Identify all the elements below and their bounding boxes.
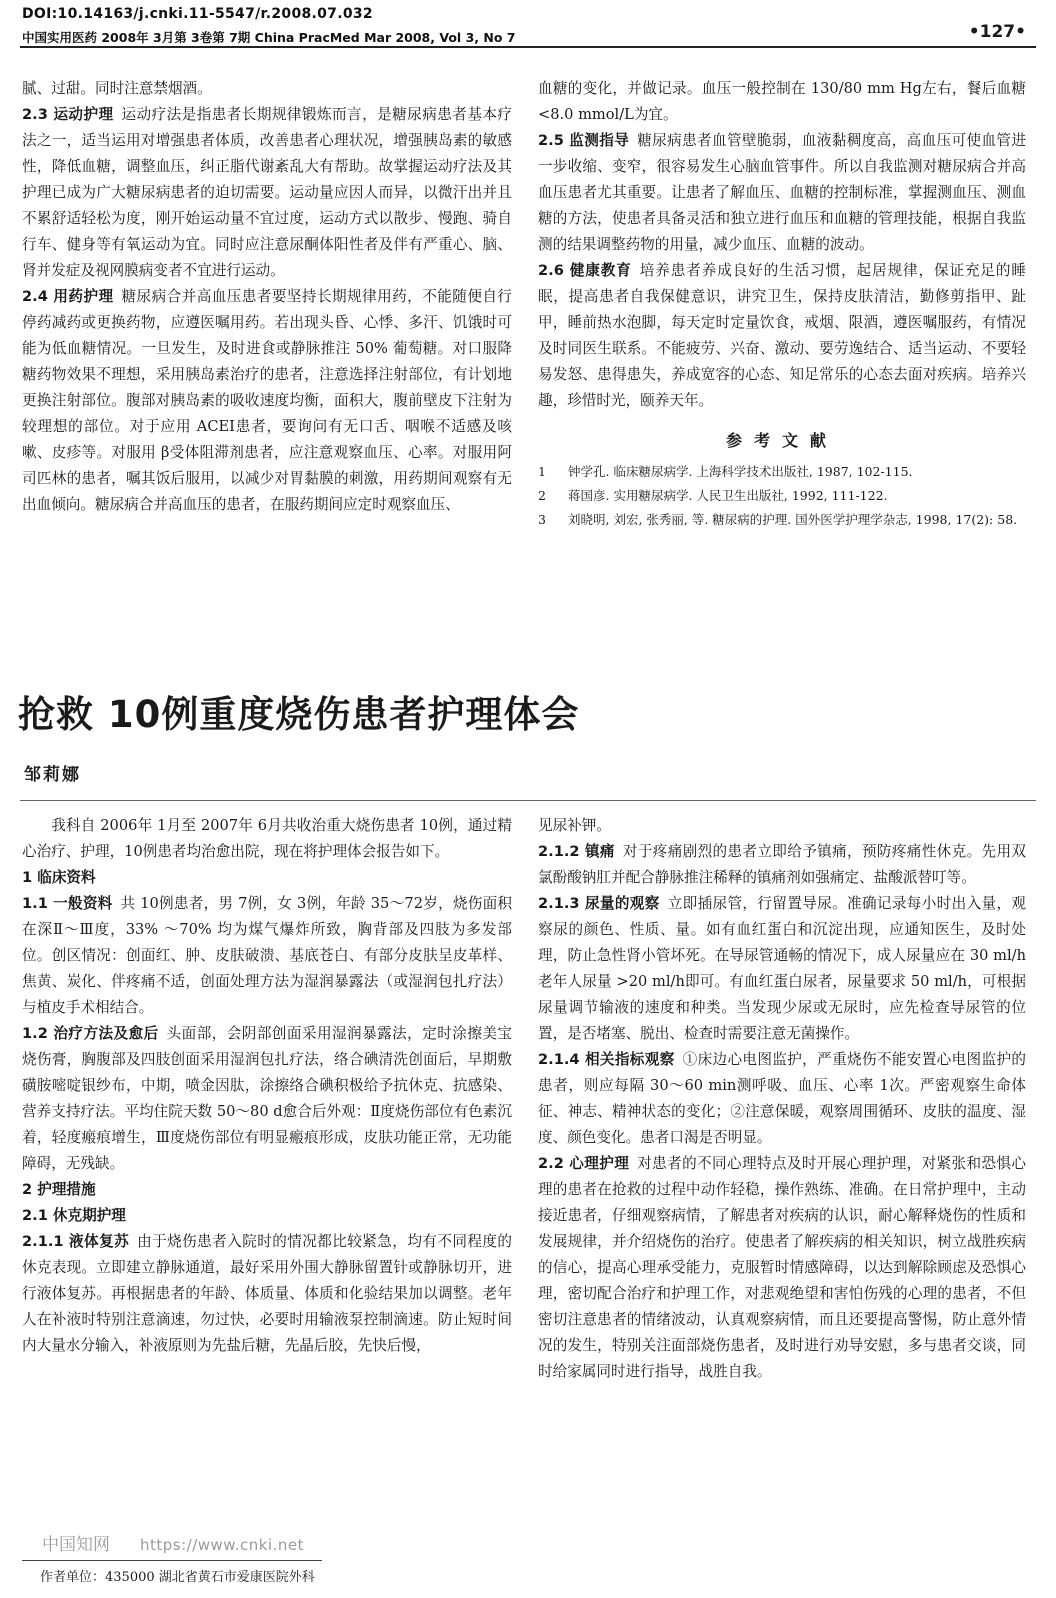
- body-paragraph: [538, 1151, 1026, 1385]
- body-paragraph: [538, 891, 1026, 1047]
- paragraph-text: 运动疗法是指患者长期规律锻炼而言，是糖尿病患者基本疗法之一，适当运用对增强患者体质，改善患者心理状况，增强胰岛素的敏感性，降低血糖，调整血压，纠正脂代谢紊乱大有帮助。故掌握运动疗法及其护理已成为广大糖尿病患者的迫切需要。运动量应因人而异，以微汗出并且不累舒适轻松为度，刚开始运动量不宜过度，运动方式以散步、慢跑、骑自行车、健身等有氧运动为宜。同时应注意尿酮体阳性者及伴有严重心、脑、肾并发症及视网膜病变者不宜进行运动。: [22, 106, 512, 279]
- body-paragraph: [538, 258, 1026, 414]
- section-heading: 1 临床资料: [22, 869, 96, 886]
- body-paragraph: [22, 1021, 512, 1177]
- section-heading: 2.1 休克期护理: [22, 1207, 126, 1224]
- body-paragraph: [22, 284, 512, 518]
- paragraph-lead: 2.1.3 尿量的观察: [538, 895, 660, 912]
- body-paragraph: [22, 813, 512, 865]
- reference-number: 1: [538, 464, 546, 479]
- header-rule: [20, 46, 1036, 48]
- paragraph-lead: 2.3 运动护理: [22, 106, 114, 123]
- paragraph-lead: 2.6 健康教育: [538, 262, 632, 279]
- paragraph-lead: 2.1.1 液体复苏: [22, 1233, 130, 1250]
- paragraph-text: 我科自 2006年 1月至 2007年 6月共收治重大烧伤患者 10例，通过精心治疗、护理，10例患者均治愈出院，现在将护理体会报告如下。: [22, 817, 512, 860]
- article-author: 邹莉娜: [24, 765, 81, 785]
- references-title: 参考文献: [725, 431, 838, 450]
- reference-text: 钟学孔. 临床糖尿病学. 上海科学技术出版社, 1987, 102-115.: [568, 464, 913, 479]
- body-paragraph: [538, 813, 1026, 839]
- paragraph-text: 见尿补钾。: [538, 817, 611, 834]
- paragraph-lead: 2.4 用药护理: [22, 288, 114, 305]
- author-affiliation-footnote: 作者单位：435000 湖北省黄石市爱康医院外科: [40, 1570, 315, 1585]
- reference-text: 刘晓明, 刘宏, 张秀丽, 等. 糖尿病的护理. 国外医学护理学杂志, 1998, 17(2): 58.: [568, 512, 1018, 527]
- paragraph-lead: 2.1.2 镇痛: [538, 843, 615, 860]
- paragraph-lead: 2.5 监测指导: [538, 132, 630, 149]
- paragraph-lead: 1.2 治疗方法及愈后: [22, 1025, 159, 1042]
- paragraph-text: 由于烧伤患者入院时的情况都比较紧急，均有不同程度的休克表现。立即建立静脉通道，最好采用外围大静脉留置针或静脉切开，进行液体复苏。再根据患者的年龄、体质量、体质和化验结果加以调整。老年人在补液时特别注意滴速，勿过快，必要时用输液泵控制滴速。防止短时间内大量水分输入，补液原则为先盐后糖，先晶后胶，先快后慢，: [22, 1233, 512, 1354]
- paragraph-text: 培养患者养成良好的生活习惯，起居规律，保证充足的睡眠，提高患者自我保健意识，讲究卫生，保持皮肤清洁，勤修剪指甲、趾甲，睡前热水泡脚，每天定时定量饮食，戒烟、限酒，遵医嘱服药，有情况及时同医生联系。不能疲劳、兴奋、激动、要劳逸结合、适当运动、不要轻易发怒、患得患失，养成宽容的心态、知足常乐的心态去面对疾病。培养兴趣，珍惜时光，颐养天年。: [538, 262, 1026, 409]
- footnote-rule: [22, 1560, 322, 1561]
- article1-right-paragraphs: [538, 76, 1026, 414]
- paragraph-text: 对患者的不同心理特点及时开展心理护理，对紧张和恐惧心理的患者在抢救的过程中动作轻稳，操作熟练、准确。在日常护理中，主动接近患者，仔细观察病情，了解患者对疾病的认识，耐心解释烧伤的性质和发展规律，并介绍烧伤的治疗。使患者了解疾病的相关知识，树立战胜疾病的信心，提高心理承受能力，克服暂时情感障碍，以达到解除顾虑及恐惧心理，密切配合治疗和护理工作，对悲观绝望和害怕伤残的心理的患者，不但密切注意患者的情绪波动，认真观察病情，而且还要提高警惕，防止意外情况的发生，特别关注面部烧伤患者，及时进行劝导安慰，多与患者交谈，同时给家属同时进行指导，战胜自我。: [538, 1155, 1026, 1380]
- paragraph-text: 头面部，会阴部创面采用湿润暴露法，定时涂擦美宝烧伤膏，胸腹部及四肢创面采用湿润包扎疗法，络合碘清洗创面后，早期敷磺胺嘧啶银纱布，中期，喷金因肽，涂擦络合碘积极给予抗休克、抗感染、营养支持疗法。平均住院天数 50～80 d愈合后外观：Ⅱ度烧伤部位有色素沉着，轻度瘢痕增生，Ⅲ度烧伤部位有明显瘢痕形成，皮肤功能正常，无功能障碍，无残缺。: [22, 1025, 512, 1172]
- reference-item: [538, 508, 1026, 532]
- journal-citation: 中国实用医药 2008年 3月第 3卷第 7期 China PracMed Mar 2008, Vol 3, No 7: [22, 30, 516, 45]
- paragraph-text: 对于疼痛剧烈的患者立即给予镇痛，预防疼痛性休克。先用双氯酚酸钠肛并配合静脉推注稀释的镇痛剂如强痛定、盐酸派替叮等。: [538, 843, 1026, 886]
- body-paragraph: [22, 1229, 512, 1359]
- cnki-watermark: [42, 1530, 304, 1555]
- title-rule: [20, 800, 1036, 801]
- watermark-url: https://www.cnki.net: [140, 1536, 304, 1554]
- body-paragraph: [538, 128, 1026, 258]
- body-paragraph: [538, 1047, 1026, 1151]
- body-paragraph: [22, 891, 512, 1021]
- section-heading: 2 护理措施: [22, 1181, 96, 1198]
- paragraph-lead: 1.1 一般资料: [22, 895, 113, 912]
- article1-right-column: [538, 76, 1026, 532]
- body-paragraph: [22, 102, 512, 284]
- body-paragraph: [538, 76, 1026, 128]
- body-paragraph: [538, 839, 1026, 891]
- paragraph-text: 血糖的变化，并做记录。血压一般控制在 130/80 mm Hg左右，餐后血糖 <8.0 mmol/L为宜。: [538, 80, 1026, 123]
- page-number: •127•: [968, 22, 1026, 42]
- paragraph-text: 腻、过甜。同时注意禁烟酒。: [22, 80, 212, 97]
- paragraph-text: ①床边心电图监护，严重烧伤不能安置心电图监护的患者，则应每隔 30～60 min测呼吸、血压、心率 1次。严密观察生命体征、神志、精神状态的变化；②注意保暖，观察周围循环、皮肤的温度、湿度、颜色变化。患者口渴是否明显。: [538, 1051, 1026, 1146]
- reference-number: 2: [538, 488, 546, 503]
- paragraph-text: 糖尿病患者血管壁脆弱，血液黏稠度高，高血压可使血管进一步收缩、变窄，很容易发生心脑血管事件。所以自我监测对糖尿病合并高血压患者尤其重要。让患者了解血压、血糖的控制标准，掌握测血压、测血糖的方法，使患者具备灵活和独立进行血压和血糖的管理技能，根据自我监测的结果调整药物的用量，减少血压、血糖的波动。: [538, 132, 1026, 253]
- article2-left-column: [22, 813, 512, 1359]
- reference-number: 3: [538, 512, 546, 527]
- watermark-brand: 中国知网: [42, 1535, 110, 1555]
- reference-text: 蒋国彦. 实用糖尿病学. 人民卫生出版社, 1992, 111-122.: [568, 488, 888, 503]
- paragraph-text: 立即插尿管，行留置导尿。准确记录每小时出入量，观察尿的颜色、性质、量。如有血红蛋白和沉淀出现，应通知医生，及时处理，防止急性肾小管坏死。在导尿管通畅的情况下，成人尿量应在 30 ml/h 老年人尿量 >20 ml/h即可。有血红蛋白尿者，尿量要求 50 ml/h，可根据尿量调节输液的速度和种类。当发现少尿或无尿时，应先检查导尿管的位置，是否堵塞、脱出、检查时需要注意无菌操作。: [538, 895, 1026, 1042]
- article-title: 抢救 10例重度烧伤患者护理体会: [18, 693, 580, 736]
- reference-item: [538, 484, 1026, 508]
- doi-line: DOI:10.14163/j.cnki.11-5547/r.2008.07.032: [22, 6, 373, 22]
- paragraph-text: 糖尿病合并高血压患者要坚持长期规律用药，不能随便自行停药减药或更换药物，应遵医嘱用药。若出现头昏、心悸、多汗、饥饿时可能为低血糖情况。一旦发生，及时进食或静脉推注 50% 葡萄糖。对口服降糖药物效果不理想，采用胰岛素治疗的患者，注意选择注射部位，有计划地更换注射部位。腹部对胰岛素的吸收速度均衡，面积大，腹前壁皮下注射为较理想的部位。对于应用 ACEI患者，要询问有无口舌、咽喉不适感及咳嗽、皮疹等。对服用 β受体阻滞剂患者，应注意观察血压、心率。对服用阿司匹林的患者，嘱其饭后服用，以减少对胃黏膜的刺激，用药期间观察有无出血倾向。糖尿病合并高血压的患者，在服药期间应定时观察血压、: [22, 288, 512, 513]
- paragraph-text: 共 10例患者，男 7例，女 3例，年龄 35～72岁，烧伤面积在深Ⅱ～Ⅲ度，33% ～70% 均为煤气爆炸所致，胸背部及四肢为多发部位。创区情况：创面红、肿、皮肤破溃、基底苍白、有部分皮肤呈皮革样、焦黄、炭化、伴疼痛不适，创面处理方法为湿润暴露法（或湿润包扎疗法）与植皮手术相结合。: [22, 895, 513, 1016]
- paragraph-lead: 2.1.4 相关指标观察: [538, 1051, 675, 1068]
- article1-left-column: [22, 76, 512, 518]
- references-list: [538, 460, 1026, 532]
- reference-item: [538, 460, 1026, 484]
- article2-right-column: [538, 813, 1026, 1385]
- paragraph-lead: 2.2 心理护理: [538, 1155, 630, 1172]
- body-paragraph: [22, 76, 512, 102]
